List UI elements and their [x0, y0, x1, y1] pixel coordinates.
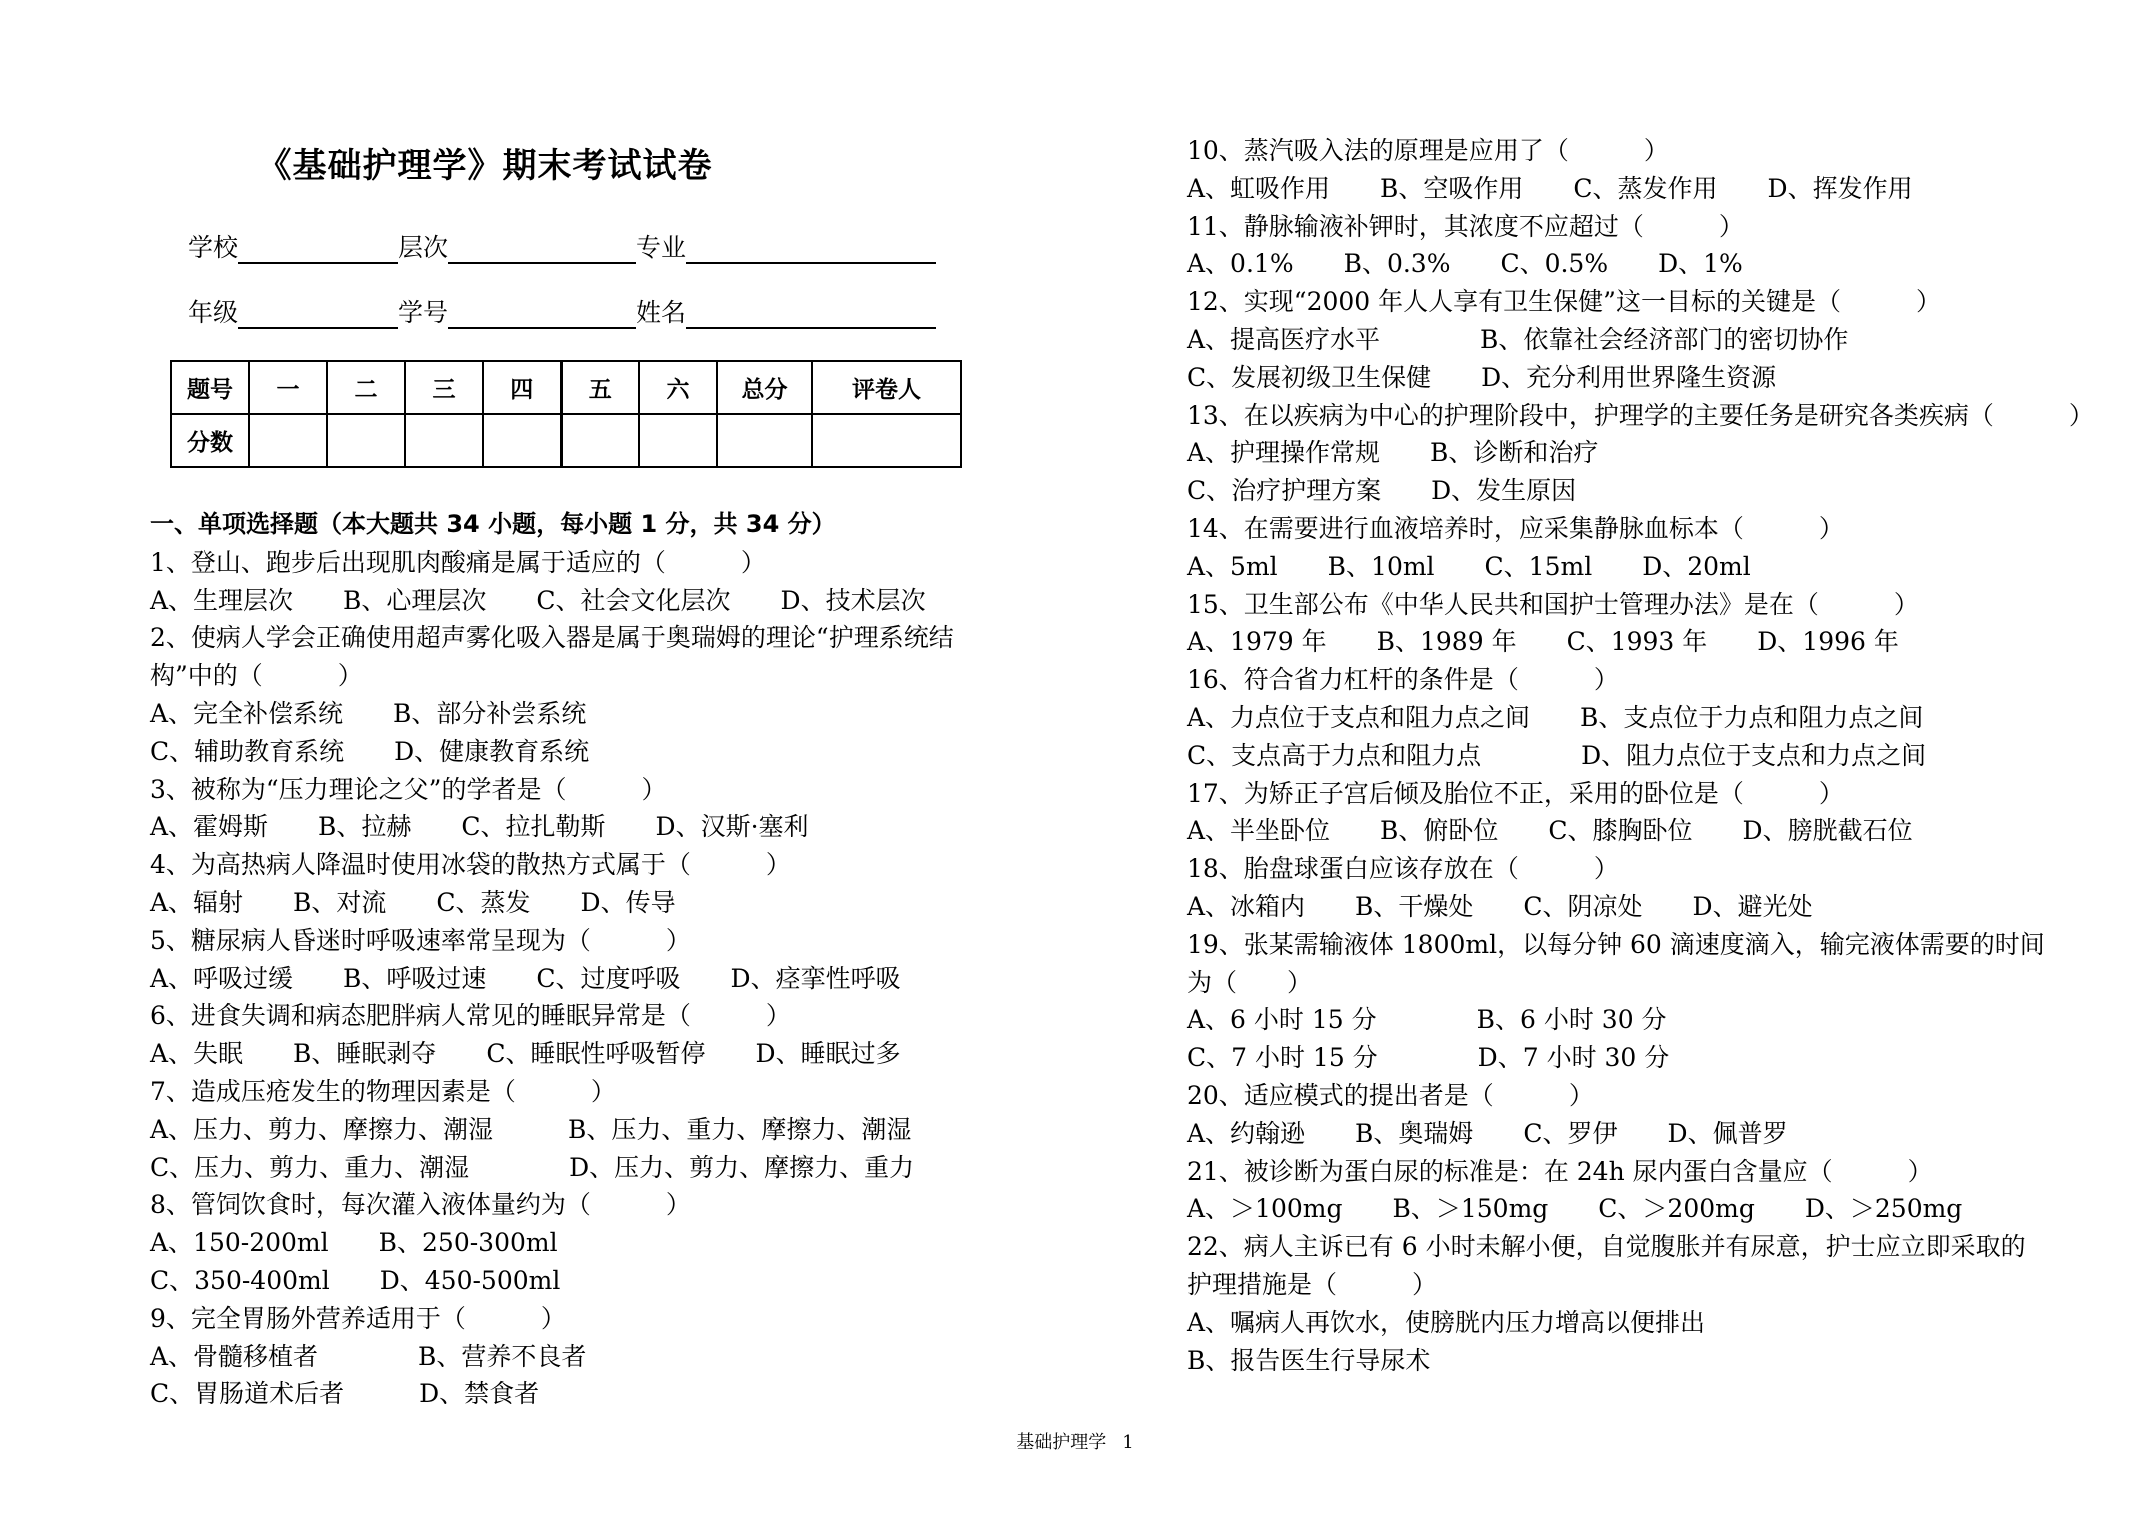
- right-column: [1187, 132, 2107, 1379]
- question-line: 16、符合省力杠杆的条件是（ ）: [1187, 665, 1619, 695]
- score-table: [170, 360, 962, 468]
- question-line: 21、被诊断为蛋白尿的标准是：在 24h 尿内蛋白含量应（ ）: [1187, 1156, 1933, 1186]
- option-line: A、失眠 B、睡眠剥夺 C、睡眠性呼吸暂停 D、睡眠过多: [150, 1039, 901, 1069]
- grade-label: 年级: [188, 298, 239, 327]
- question-line: 12、实现“2000 年人人享有卫生保健”这一目标的关键是（ ）: [1187, 287, 1941, 317]
- question-line: 护理措施是（ ）: [1187, 1269, 1438, 1299]
- question-line: 13、在以疾病为中心的护理阶段中，护理学的主要任务是研究各类疾病（ ）: [1187, 400, 2094, 430]
- name-label: 姓名: [636, 298, 687, 327]
- score-cell: [483, 414, 561, 467]
- score-header-cell: 六: [639, 361, 717, 414]
- student-no-blank: [448, 299, 636, 329]
- question-line: 19、张某需输液体 1800ml，以每分钟 60 滴速度滴入，输完液体需要的时间: [1187, 929, 2045, 959]
- question-line: 11、静脉输液补钾时，其浓度不应超过（ ）: [1187, 211, 1744, 241]
- option-line: C、辅助教育系统 D、健康教育系统: [150, 736, 590, 766]
- question-line: 6、进食失调和病态肥胖病人常见的睡眠异常是（ ）: [150, 1001, 791, 1031]
- option-line: A、生理层次 B、心理层次 C、社会文化层次 D、技术层次: [150, 585, 926, 615]
- left-column: [150, 506, 1070, 1413]
- option-line: A、辐射 B、对流 C、蒸发 D、传导: [150, 887, 676, 917]
- question-line: 2、使病人学会正确使用超声雾化吸入器是属于奥瑞姆的理论“护理系统结: [150, 623, 954, 653]
- option-line: A、骨髓移植者 B、营养不良者: [150, 1341, 587, 1371]
- school-label: 学校: [188, 233, 239, 262]
- question-line: 18、胎盘球蛋白应该存放在（ ）: [1187, 854, 1619, 884]
- info-row-1: [188, 228, 936, 264]
- option-line: A、完全补偿系统 B、部分补尝系统: [150, 698, 587, 728]
- name-blank: [686, 299, 936, 329]
- option-line: A、嘱病人再饮水，使膀胱内压力增高以便排出: [1187, 1307, 1706, 1337]
- option-line: C、发展初级卫生保健 D、充分利用世界隆生资源: [1187, 362, 1777, 392]
- page-number: 1: [1122, 1432, 1134, 1453]
- question-line: 17、为矫正子宫后倾及胎位不正，采用的卧位是（ ）: [1187, 778, 1844, 808]
- score-header-cell: 二: [327, 361, 405, 414]
- option-line: A、＞100mg B、＞150mg C、＞200mg D、＞250mg: [1187, 1194, 1963, 1224]
- score-cell: [405, 414, 483, 467]
- question-line: 1、登山、跑步后出现肌肉酸痛是属于适应的（ ）: [150, 547, 766, 577]
- score-row-label: 分数: [171, 414, 249, 467]
- option-line: A、150-200ml B、250-300ml: [150, 1228, 558, 1258]
- option-line: C、压力、剪力、重力、潮湿 D、压力、剪力、摩擦力、重力: [150, 1152, 915, 1182]
- question-line: 20、适应模式的提出者是（ ）: [1187, 1080, 1594, 1110]
- grade-blank: [238, 299, 398, 329]
- score-header-cell: 四: [483, 361, 561, 414]
- level-label: 层次: [398, 233, 449, 262]
- section-heading: 一、单项选择题（本大题共 34 小题，每小题 1 分，共 34 分）: [150, 510, 836, 538]
- question-line: 为（ ）: [1187, 967, 1313, 997]
- score-header-cell: 总分: [717, 361, 812, 414]
- option-line: A、5ml B、10ml C、15ml D、20ml: [1187, 551, 1751, 581]
- score-cell: [561, 414, 639, 467]
- option-line: C、胃肠道术后者 D、禁食者: [150, 1379, 540, 1409]
- option-line: A、护理操作常规 B、诊断和治疗: [1187, 438, 1599, 468]
- option-line: C、支点高于力点和阻力点 D、阻力点位于支点和力点之间: [1187, 740, 1927, 770]
- school-blank: [238, 234, 398, 264]
- option-line: A、力点位于支点和阻力点之间 B、支点位于力点和阻力点之间: [1187, 702, 1924, 732]
- info-row-2: [188, 293, 936, 329]
- question-line: 10、蒸汽吸入法的原理是应用了（ ）: [1187, 136, 1669, 165]
- question-line: 3、被称为“压力理论之父”的学者是（ ）: [150, 774, 667, 804]
- option-line: A、提高医疗水平 B、依靠社会经济部门的密切协作: [1187, 324, 1849, 354]
- major-blank: [686, 234, 936, 264]
- score-header-cell: 题号: [171, 361, 249, 414]
- option-line: A、呼吸过缓 B、呼吸过速 C、过度呼吸 D、痉挛性呼吸: [150, 963, 901, 993]
- option-line: A、霍姆斯 B、拉赫 C、拉扎勒斯 D、汉斯·塞利: [150, 812, 809, 842]
- option-line: A、压力、剪力、摩擦力、潮湿 B、压力、重力、摩擦力、潮湿: [150, 1114, 912, 1144]
- question-line: 4、为高热病人降温时使用冰袋的散热方式属于（ ）: [150, 850, 791, 880]
- question-line: 构”中的（ ）: [150, 661, 363, 691]
- question-line: 5、糖尿病人昏迷时呼吸速率常呈现为（ ）: [150, 925, 691, 955]
- option-line: B、报告医生行导尿术: [1187, 1345, 1431, 1375]
- score-header-cell: 五: [561, 361, 639, 414]
- option-line: C、350-400ml D、450-500ml: [150, 1265, 561, 1295]
- option-line: A、半坐卧位 B、俯卧位 C、膝胸卧位 D、膀胱截石位: [1187, 816, 1913, 846]
- score-cell: [327, 414, 405, 467]
- score-header-cell: 一: [249, 361, 327, 414]
- question-line: 22、病人主诉已有 6 小时未解小便，自觉腹胀并有尿意，护士应立即采取的: [1187, 1232, 2026, 1262]
- score-header-cell: 评卷人: [812, 361, 961, 414]
- option-line: A、0.1% B、0.3% C、0.5% D、1%: [1187, 249, 1743, 279]
- score-cell: [639, 414, 717, 467]
- option-line: A、冰箱内 B、干燥处 C、阴凉处 D、避光处: [1187, 891, 1813, 921]
- student-no-label: 学号: [398, 298, 449, 327]
- level-blank: [448, 234, 636, 264]
- option-line: A、约翰逊 B、奥瑞姆 C、罗伊 D、佩普罗: [1187, 1118, 1788, 1148]
- question-line: 15、卫生部公布《中华人民共和国护士管理办法》是在（ ）: [1187, 589, 1919, 619]
- question-line: 7、造成压疮发生的物理因素是（ ）: [150, 1076, 616, 1106]
- option-line: C、治疗护理方案 D、发生原因: [1187, 476, 1577, 506]
- option-line: A、6 小时 15 分 B、6 小时 30 分: [1187, 1005, 1667, 1035]
- score-cell: [812, 414, 961, 467]
- footer-text: 基础护理学: [1016, 1432, 1107, 1453]
- major-label: 专业: [636, 233, 687, 262]
- score-table-header-row: [171, 361, 961, 414]
- question-line: 9、完全胃肠外营养适用于（ ）: [150, 1303, 566, 1333]
- option-line: C、7 小时 15 分 D、7 小时 30 分: [1187, 1043, 1670, 1073]
- score-header-cell: 三: [405, 361, 483, 414]
- score-table-score-row: [171, 414, 961, 467]
- page-footer: [0, 1428, 2150, 1454]
- option-line: A、1979 年 B、1989 年 C、1993 年 D、1996 年: [1187, 627, 1899, 657]
- question-line: 14、在需要进行血液培养时，应采集静脉血标本（ ）: [1187, 513, 1844, 543]
- question-line: 8、管饲饮食时，每次灌入液体量约为（ ）: [150, 1190, 691, 1220]
- option-line: A、虹吸作用 B、空吸作用 C、蒸发作用 D、挥发作用: [1187, 173, 1913, 203]
- score-cell: [717, 414, 812, 467]
- exam-title: 《基础护理学》期末考试试卷: [257, 146, 713, 186]
- score-cell: [249, 414, 327, 467]
